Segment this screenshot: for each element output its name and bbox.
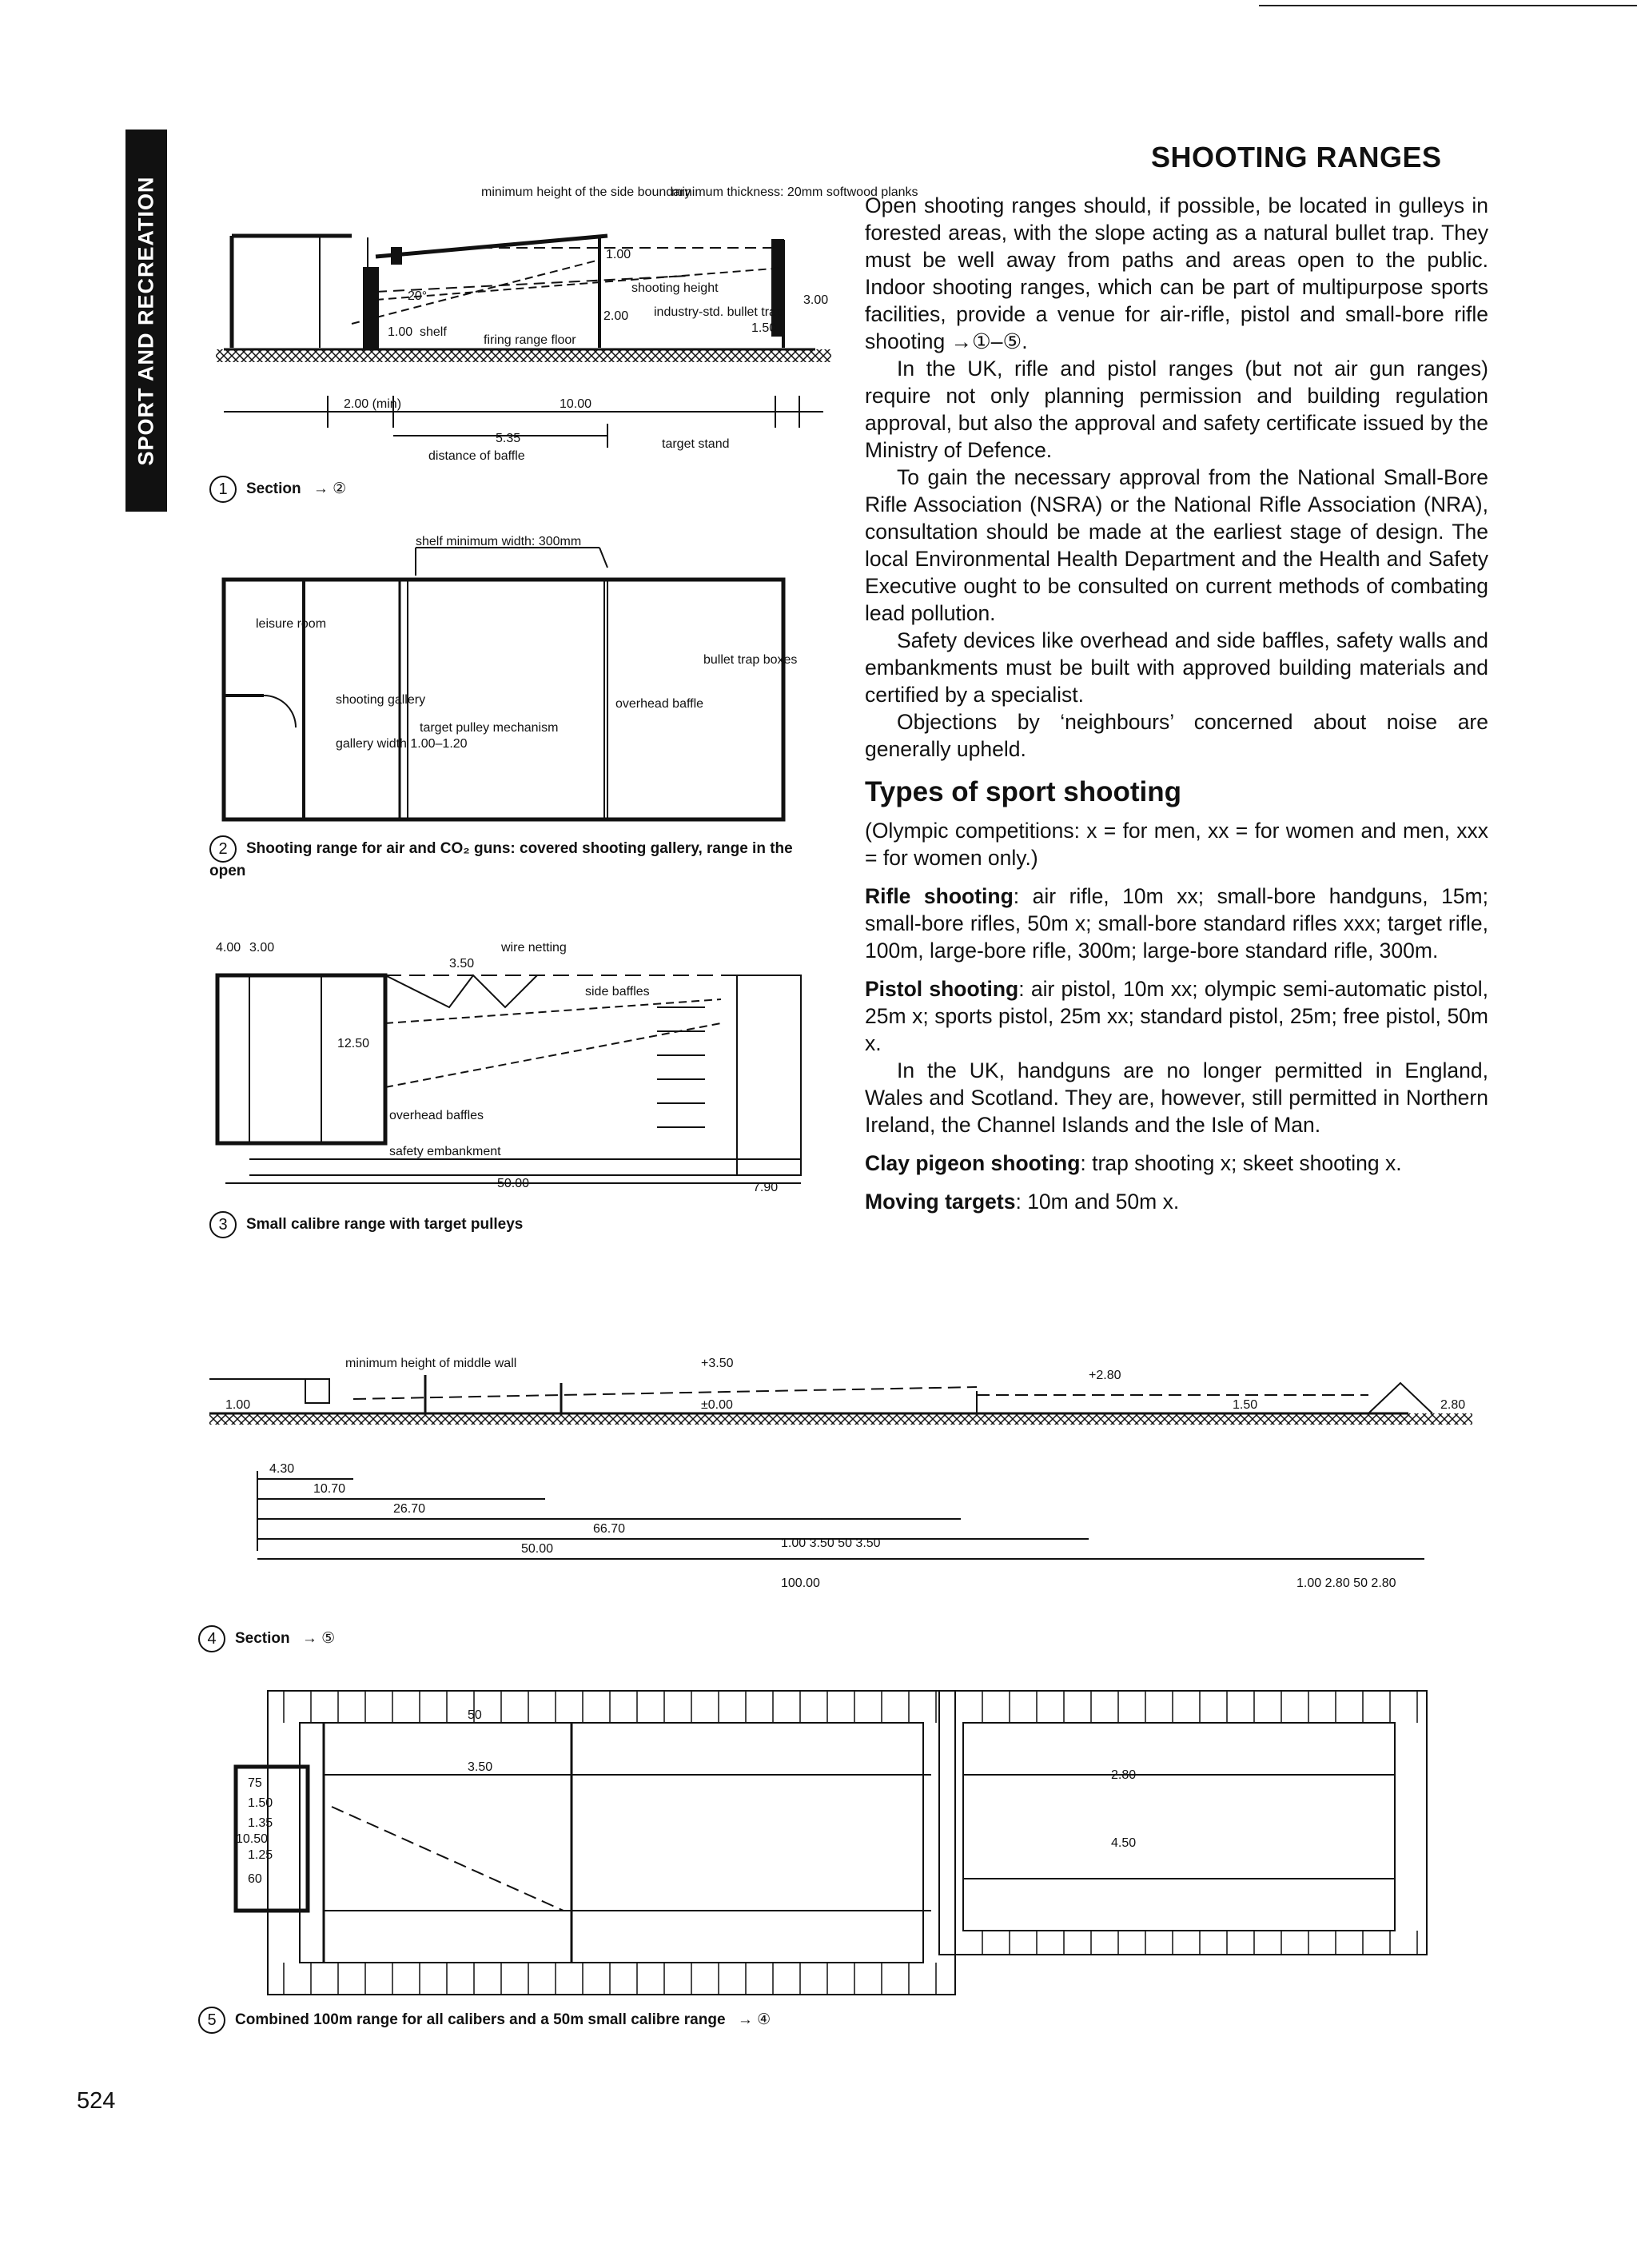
fig2-overhead: overhead baffle [615,697,704,711]
fig2-pulley: target pulley mechanism [420,721,559,735]
fig5-d50: 50 [468,1708,482,1722]
fig1-shelf: shelf [420,325,447,339]
fig5-d350: 3.50 [468,1760,493,1774]
fig1-min-height: minimum height of the side boundary [481,185,691,199]
fig1-shooting-height: shooting height [631,281,719,295]
fig5-d125: 1.25 [248,1848,273,1862]
fig3-d300: 3.00 [249,941,275,955]
fig4-d1070: 10.70 [313,1482,346,1496]
fig3-d5000: 50.00 [497,1177,530,1190]
figure-2-plan [216,536,807,823]
figure-4-section [209,1351,1472,1607]
caption-number: 1 [209,476,237,503]
fig3-d1250: 12.50 [337,1037,370,1050]
fig4-middle-wall: minimum height of middle wall [345,1357,517,1370]
fig1-d535: 5.35 [496,432,521,445]
caption-2: 2 Shooting range for air and CO₂ guns: covered shooting gallery, range in the open [209,835,817,880]
olympic-note: (Olympic competitions: x = for men, xx = for women and men, xxx = for women only.) [865,819,1488,870]
caption-number: 5 [198,2007,225,2034]
section-heading: Types of sport shooting [865,776,1182,807]
fig4-row2: 1.00 2.80 50 2.80 [1296,1576,1396,1590]
fig1-angle: 20° [408,289,428,303]
fig4-d280: 2.80 [1440,1398,1466,1412]
uk-handguns: In the UK, handguns are no longer permitted in England, Wales and Scotland. They are, however, still permitted in Northern Ireland, the Channel Islands and the Isle of Man. [865,1058,1488,1137]
fig4-d10000: 100.00 [781,1576,820,1590]
fig3-overhead: overhead baffles [389,1109,484,1122]
moving-targets: Moving targets: 10m and 50m x. [865,1190,1180,1214]
fig3-d790: 7.90 [753,1181,779,1194]
fig3-d350: 3.50 [449,957,475,971]
fig5-d280: 2.80 [1111,1768,1137,1782]
caption-3: 3 Small calibre range with target pulleys [209,1211,523,1238]
fig5-d450: 4.50 [1111,1836,1137,1850]
fig3-side-baffles: side baffles [585,985,650,998]
fig1-d100b: 1.00 [388,325,413,339]
top-rule [1259,5,1637,6]
fig2-trap: bullet trap boxes [703,653,798,667]
fig4-z000: ±0.00 [701,1398,733,1412]
caption-4: 4 Section → ⑤ [198,1625,335,1652]
fig2-leisure: leisure room [256,617,327,631]
intro-paragraph: Objections by ‘neighbours’ concerned about noise are generally upheld. [865,710,1488,761]
intro-paragraph: In the UK, rifle and pistol ranges (but not air gun ranges) require not only planning permission and building regulation approval, but also the approval and safety certificate issued by the Ministry of Defence. [865,357,1488,462]
intro-paragraph: Open shooting ranges should, if possible, be located in gulleys in forested areas, with the slope acting as a natural bullet trap. They must be well away from paths and areas open to the public. Indoor shooting ranges, which can be part of multipurpose sports facilities, provide a venue for air-rifle, pistol and small-bore rifle shooting →①–⑤. [865,193,1488,353]
fig4-d430: 4.30 [269,1462,295,1476]
fig4-d150: 1.50 [1233,1398,1258,1412]
intro-paragraph: To gain the necessary approval from the National Small-Bore Rifle Association (NSRA) or the National Rifle Association (NRA), consultation should be made at the earliest stage of design. The local Environmental Health Department and the Health and Safety Executive ought to be consulted on current methods of combating lead pollution. [865,465,1488,625]
fig1-target-stand: target stand [662,437,730,451]
fig3-d400: 4.00 [216,941,241,955]
fig3-wire: wire netting [501,941,567,955]
fig3-embankment: safety embankment [389,1145,501,1158]
fig1-industry: industry-std. bullet trap [654,305,783,319]
rifle-shooting: Rifle shooting: air rifle, 10m xx; small-bore handguns, 15m; small-bore rifles, 50m x; small-bore standard rifles xxx; target rifle, 100m, large-bore rifle, 300m; large-bore standard rifle, 300m. [865,884,1488,963]
fig1-d150: 1.50 [751,321,777,335]
fig4-p350: +3.50 [701,1357,734,1370]
fig4-d100: 1.00 [225,1398,251,1412]
fig1-d300: 3.00 [803,293,829,307]
figure-1-section [208,180,918,468]
fig5-d150: 1.50 [248,1796,273,1810]
fig1-d200min: 2.00 (min) [344,397,402,411]
fig2-gallery: shooting gallery [336,693,426,707]
fig1-d1000: 10.00 [560,397,592,411]
fig4-d2670: 26.70 [393,1502,426,1516]
page-title: SHOOTING RANGES [1151,141,1442,173]
page-number: 524 [77,2088,116,2114]
fig4-d6670: 66.70 [593,1522,626,1536]
fig4-row: 1.00 3.50 50 3.50 [781,1537,881,1550]
fig1-baffle-dist: distance of baffle [428,449,525,463]
fig2-shelf: shelf minimum width: 300mm [416,535,582,548]
figure-3-plan [209,927,817,1199]
fig1-d200: 2.00 [603,309,629,323]
pistol-shooting: Pistol shooting: air pistol, 10m xx; olympic semi-automatic pistol, 25m x; sports pistol, 25m xx; standard pistol, 25m; free pistol, 50m x. [865,977,1488,1055]
fig5-d135: 1.35 [248,1816,273,1830]
fig2-width: gallery width 1.00–1.20 [336,737,468,751]
fig5-d1050: 10.50 [236,1832,269,1846]
fig1-floor: firing range floor [484,333,576,347]
section-tab-label: SPORT AND RECREATION [133,175,158,466]
caption-5: 5 Combined 100m range for all calibers and a 50m small calibre range → ④ [198,2007,771,2034]
body-text [865,192,1488,1215]
fig1-d100: 1.00 [606,248,631,261]
fig5-d60: 60 [248,1872,262,1886]
fig4-d5000: 50.00 [521,1542,554,1556]
fig5-d75: 75 [248,1776,262,1790]
caption-number: 3 [209,1211,237,1238]
intro-paragraph: Safety devices like overhead and side baffles, safety walls and embankments must be built with approved building materials and certified by a specialist. [865,628,1488,707]
fig4-p280: +2.80 [1089,1369,1121,1382]
clay-pigeon: Clay pigeon shooting: trap shooting x; skeet shooting x. [865,1151,1402,1175]
caption-number: 4 [198,1625,225,1652]
caption-1: 1 Section → ② [209,476,346,503]
caption-number: 2 [209,835,237,863]
section-tab [125,130,167,512]
figure-5-plan [228,1687,1475,2007]
fig1-min-thickness: minimum thickness: 20mm softwood planks [671,185,918,199]
